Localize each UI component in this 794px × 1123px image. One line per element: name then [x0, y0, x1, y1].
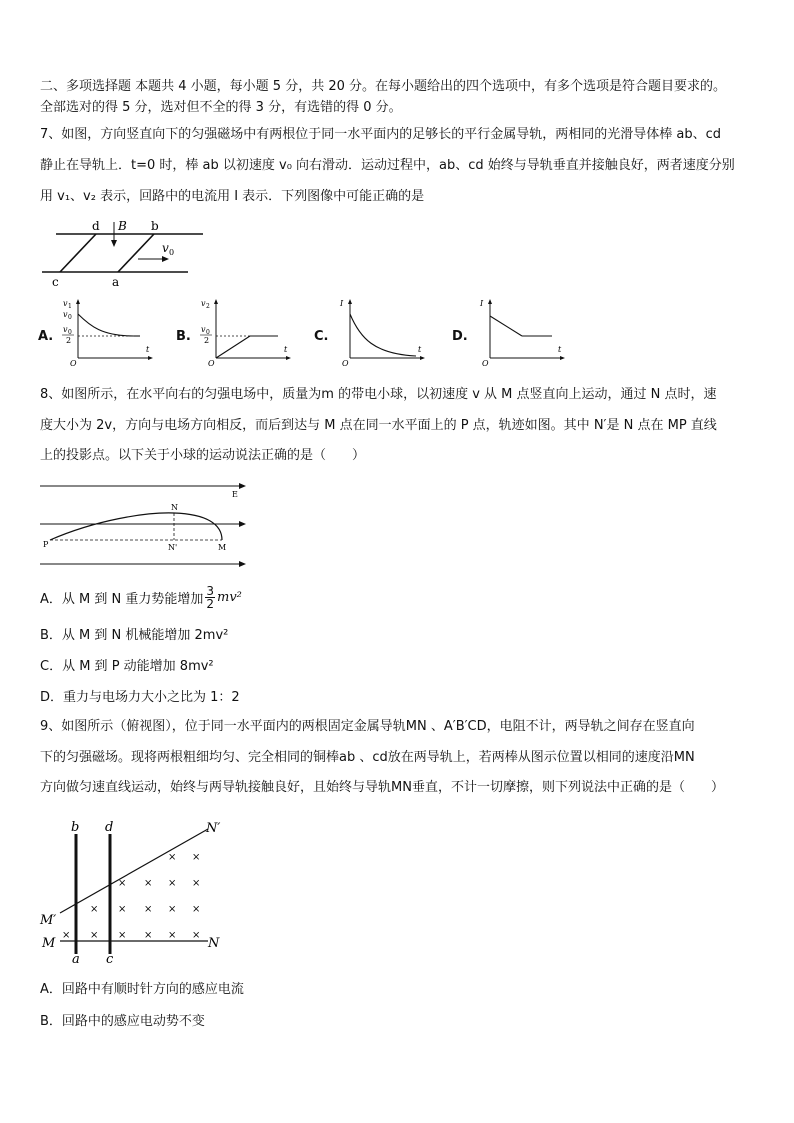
q8-label-E: E — [232, 490, 238, 499]
svg-text:t: t — [146, 345, 150, 354]
svg-text:O: O — [482, 359, 489, 366]
svg-text:O: O — [70, 359, 77, 366]
q9-label-a: a — [72, 952, 80, 966]
q7-d-ylabel: I — [480, 299, 484, 308]
q7-label-b: b — [151, 219, 159, 233]
svg-text:×: × — [144, 904, 153, 915]
svg-text:v: v — [63, 310, 68, 319]
q7-option-c-label[interactable]: C. — [314, 329, 329, 344]
svg-text:×: × — [144, 878, 153, 889]
q7-rail-figure — [38, 214, 208, 288]
svg-text:O: O — [208, 359, 215, 366]
q7-label-d: d — [92, 219, 100, 233]
svg-text:1: 1 — [68, 303, 72, 310]
q8-line3: 上的投影点。以下关于小球的运动说法正确的是（ ） — [40, 448, 366, 463]
svg-text:0: 0 — [68, 314, 72, 321]
q7-b-rise — [216, 336, 250, 358]
q7-label-a: a — [112, 275, 120, 288]
q8-option-a[interactable]: A．从 M 到 N 重力势能增加 $\frac{3}{2}$ mv² — [40, 584, 242, 611]
q9-label-Nprime: N′ — [206, 821, 221, 836]
q8-trajectory — [50, 513, 222, 540]
q9-rail-figure — [38, 816, 238, 966]
q9-label-M: M — [42, 936, 56, 951]
q7-b-ylabel: v — [201, 299, 206, 308]
q9-label-b: b — [71, 820, 80, 835]
q8-option-d[interactable]: D．重力与电场力大小之比为 1：2 — [40, 690, 240, 705]
svg-text:v: v — [63, 325, 68, 334]
q8-label-Nprime: N' — [168, 543, 178, 552]
q7-line2: 静止在导轨上．t=0 时，棒 ab 以初速度 v₀ 向右滑动．运动过程中，ab、cd 始终与导轨垂直并接触良好，两者速度分别 — [40, 158, 735, 173]
svg-text:×: × — [168, 930, 177, 941]
q7-field-arrow — [111, 240, 117, 247]
q8-line2: 度大小为 2v，方向与电场方向相反，而后到达与 M 点在同一水平面上的 P 点，轨迹如图。其中 N′是 N 点在 MP 直线 — [40, 418, 717, 433]
q9-line3: 方向做匀速直线运动，始终与两导轨接触良好，且始终与导轨MN垂直，不计一切摩擦，则下列说法中正确的是（ ） — [40, 780, 724, 795]
q7-rod-ab — [118, 234, 154, 272]
section-header-line1: 二、多项选择题 本题共 4 小题，每小题 5 分，共 20 分。在每小题给出的四个选项中，有多个选项是符合题目要求的。 — [40, 79, 727, 94]
svg-text:×: × — [62, 930, 71, 941]
svg-text:×: × — [192, 852, 201, 863]
q8-label-M: M — [218, 543, 227, 552]
q7-option-b-label[interactable]: B. — [176, 329, 191, 344]
svg-text:×: × — [90, 930, 99, 941]
q9-label-Mprime: M′ — [40, 913, 57, 928]
q7-velocity-arrow — [162, 256, 169, 262]
svg-text:t: t — [418, 345, 422, 354]
svg-text:×: × — [192, 878, 201, 889]
q7-option-c-graph[interactable] — [330, 296, 430, 366]
q7-option-d-graph[interactable] — [470, 296, 570, 366]
q8-option-b[interactable]: B．从 M 到 N 机械能增加 2mv² — [40, 628, 229, 643]
q7-option-b-graph[interactable] — [196, 296, 296, 366]
svg-text:O: O — [342, 359, 349, 366]
q8-a-frac-den: 2 — [206, 597, 215, 611]
q7-a-ylabel: v — [63, 299, 68, 308]
svg-text:×: × — [118, 930, 127, 941]
svg-text:×: × — [168, 852, 177, 863]
q7-line1: 7、如图，方向竖直向下的匀强磁场中有两根位于同一水平面内的足够长的平行金属导轨，两相同的光滑导体棒 ab、cd — [40, 127, 722, 142]
q8-field-figure — [36, 476, 256, 578]
q7-option-d-label[interactable]: D. — [452, 329, 468, 344]
svg-text:2: 2 — [206, 303, 210, 310]
q9-label-N: N — [208, 936, 220, 951]
q8-line1: 8、如图所示，在水平向右的匀强电场中，质量为m 的带电小球，以初速度 v 从 M 点竖直向上运动，通过 N 点时，速 — [40, 387, 717, 402]
svg-text:×: × — [118, 878, 127, 889]
svg-text:v: v — [201, 325, 206, 334]
svg-text:2: 2 — [204, 336, 210, 345]
svg-text:t: t — [558, 345, 562, 354]
q9-label-c: c — [106, 952, 114, 966]
q7-line3: 用 v₁、v₂ 表示，回路中的电流用 I 表示．下列图像中可能正确的是 — [40, 189, 425, 204]
svg-text:×: × — [168, 904, 177, 915]
svg-text:×: × — [144, 930, 153, 941]
q7-rod-cd — [60, 234, 96, 272]
q8-label-N: N — [171, 503, 178, 512]
q8-a-frac-num: 3 — [206, 584, 215, 598]
q7-label-v0: v — [162, 241, 169, 255]
section-header-line2: 全部选对的得 5 分，选对但不全的得 3 分，有选错的得 0 分。 — [40, 100, 402, 115]
q7-c-ylabel: I — [340, 299, 344, 308]
svg-text:×: × — [192, 930, 201, 941]
q9-line1: 9、如图所示（俯视图），位于同一水平面内的两根固定金属导轨MN 、A′B′CD，电阻不计，两导轨之间存在竖直向 — [40, 719, 695, 734]
q9-field-crosses — [62, 852, 200, 941]
q7-d-fall — [490, 316, 522, 336]
q9-rail-MprimeNprime — [60, 829, 208, 913]
q9-option-a[interactable]: A．回路中有顺时针方向的感应电流 — [40, 982, 244, 997]
q7-label-c: c — [52, 275, 59, 288]
svg-text:2: 2 — [66, 336, 72, 345]
q7-label-B: B — [118, 219, 127, 233]
svg-text:×: × — [192, 904, 201, 915]
q9-line2: 下的匀强磁场。现将两根粗细均匀、完全相同的铜棒ab 、cd放在两导轨上，若两棒从图示位置以相同的速度沿MN — [40, 750, 695, 765]
svg-text:×: × — [90, 904, 99, 915]
q8-option-c[interactable]: C．从 M 到 P 动能增加 8mv² — [40, 659, 214, 674]
svg-text:0: 0 — [206, 329, 210, 336]
q7-option-a-graph[interactable] — [58, 296, 158, 366]
q9-option-b[interactable]: B．回路中的感应电动势不变 — [40, 1014, 205, 1029]
svg-text:0: 0 — [68, 329, 72, 336]
q7-c-curve — [350, 314, 416, 356]
q7-option-a-label[interactable]: A. — [38, 329, 54, 344]
q7-label-v0-sub: 0 — [169, 248, 175, 257]
q8-label-P: P — [43, 540, 49, 549]
q9-label-d: d — [105, 820, 114, 835]
q7-a-curve — [78, 314, 134, 336]
svg-text:×: × — [168, 878, 177, 889]
svg-text:t: t — [284, 345, 288, 354]
svg-text:×: × — [118, 904, 127, 915]
